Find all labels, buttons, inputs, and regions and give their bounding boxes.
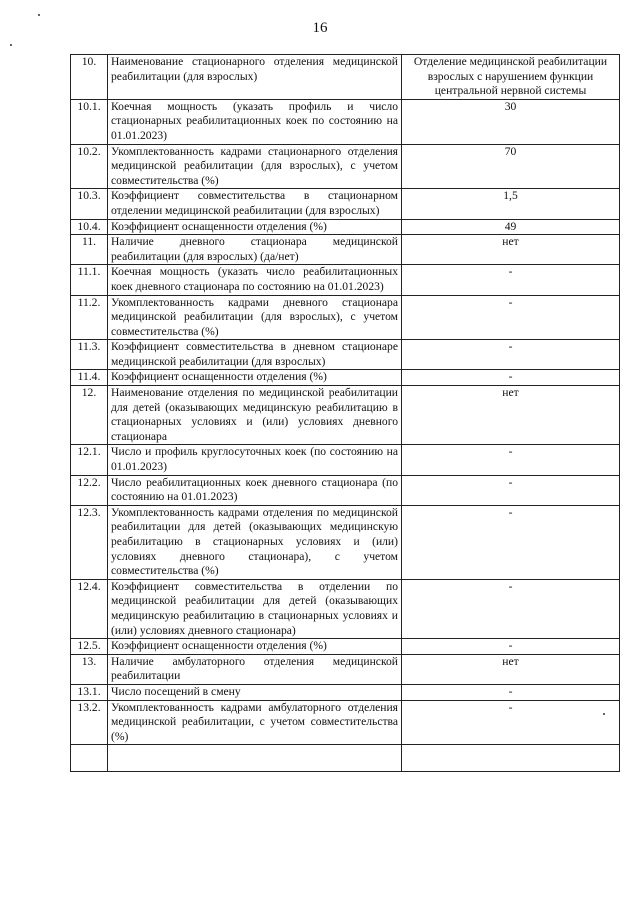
table-row [71, 639, 620, 655]
row-number-cell: 10.1. [71, 99, 108, 144]
row-value-cell: - [402, 445, 620, 475]
empty-cell [108, 745, 402, 772]
table-row [71, 445, 620, 475]
row-description-cell: Коечная мощность (указать число реабилитационных коек дневного стационара по состоянию на 01.01.2023) [108, 265, 402, 295]
row-number-cell: 11. [71, 235, 108, 265]
row-description-cell: Коечная мощность (указать профиль и число стационарных реабилитационных коек по состоянию на 01.01.2023) [108, 99, 402, 144]
row-value-cell: - [402, 265, 620, 295]
table-row-empty [71, 745, 620, 772]
row-number-cell: 10.4. [71, 219, 108, 235]
table-row [71, 55, 620, 100]
table-row [71, 684, 620, 700]
row-description-cell: Наименование отделения по медицинской реабилитации для детей (оказывающих медицинскую реабилитацию в стационарных условиях и (или) условиях дневного стационара [108, 386, 402, 445]
row-value-cell: - [402, 579, 620, 638]
row-description-cell: Коэффициент оснащенности отделения (%) [108, 370, 402, 386]
row-number-cell: 13. [71, 654, 108, 684]
row-number-cell: 10. [71, 55, 108, 100]
table-row [71, 144, 620, 189]
row-value-cell: - [402, 475, 620, 505]
row-description-cell: Наличие амбулаторного отделения медицинской реабилитации [108, 654, 402, 684]
row-description-cell: Число посещений в смену [108, 684, 402, 700]
row-number-cell: 12.5. [71, 639, 108, 655]
table-row [71, 654, 620, 684]
row-number-cell: 12.4. [71, 579, 108, 638]
table-row [71, 219, 620, 235]
table-row [71, 386, 620, 445]
row-description-cell: Коэффициент оснащенности отделения (%) [108, 219, 402, 235]
row-number-cell: 10.2. [71, 144, 108, 189]
table-row [71, 235, 620, 265]
scan-speck [10, 44, 12, 46]
table-row [71, 340, 620, 370]
row-description-cell: Наличие дневного стационара медицинской реабилитации (для взрослых) (да/нет) [108, 235, 402, 265]
row-description-cell: Коэффициент совместительства в отделении по медицинской реабилитации для детей (оказывающих медицинскую реабилитацию в стационарных условиях и (или) условиях дневного стационара) [108, 579, 402, 638]
row-description-cell: Наименование стационарного отделения медицинской реабилитации (для взрослых) [108, 55, 402, 100]
row-description-cell: Коэффициент совместительства в стационарном отделении медицинской реабилитации (для взрослых) [108, 189, 402, 219]
row-value-cell: - [402, 340, 620, 370]
table-row [71, 295, 620, 340]
table-row [71, 475, 620, 505]
table-row [71, 370, 620, 386]
row-number-cell: 13.1. [71, 684, 108, 700]
row-value-cell: - [402, 639, 620, 655]
row-description-cell: Укомплектованность кадрами отделения по медицинской реабилитации для детей (оказывающих медицинскую реабилитацию в стационарных условиях и (или) условиях дневного стационара), с учетом совместительства (%) [108, 505, 402, 579]
row-value-cell: - [402, 295, 620, 340]
table-row [71, 99, 620, 144]
table-row [71, 265, 620, 295]
table-row [71, 505, 620, 579]
row-number-cell: 10.3. [71, 189, 108, 219]
row-number-cell: 12. [71, 386, 108, 445]
row-number-cell: 12.3. [71, 505, 108, 579]
row-number-cell: 13.2. [71, 700, 108, 745]
row-number-cell: 11.4. [71, 370, 108, 386]
row-number-cell: 11.1. [71, 265, 108, 295]
row-number-cell: 11.3. [71, 340, 108, 370]
row-number-cell: 12.2. [71, 475, 108, 505]
row-description-cell: Укомплектованность кадрами амбулаторного отделения медицинской реабилитации, с учетом совместительства (%) [108, 700, 402, 745]
row-value-cell: 30 [402, 99, 620, 144]
row-value-cell: - [402, 370, 620, 386]
row-value-cell: Отделение медицинской реабилитации взрослых с нарушением функции центральной нервной системы [402, 55, 620, 100]
table-body [71, 55, 620, 772]
row-number-cell: 11.2. [71, 295, 108, 340]
row-description-cell: Коэффициент совместительства в дневном стационаре медицинской реабилитации (для взрослых) [108, 340, 402, 370]
table-row [71, 189, 620, 219]
row-value-cell: 1,5 [402, 189, 620, 219]
row-value-cell: - [402, 505, 620, 579]
row-value-cell: 49 [402, 219, 620, 235]
row-value-cell: - [402, 684, 620, 700]
row-description-cell: Укомплектованность кадрами стационарного отделения медицинской реабилитации (для взрослых), с учетом совместительства (%) [108, 144, 402, 189]
empty-cell [402, 745, 620, 772]
row-description-cell: Число реабилитационных коек дневного стационара (по состоянию на 01.01.2023) [108, 475, 402, 505]
row-description-cell: Число и профиль круглосуточных коек (по состоянию на 01.01.2023) [108, 445, 402, 475]
table-row [71, 700, 620, 745]
row-value-cell: нет [402, 386, 620, 445]
row-number-cell: 12.1. [71, 445, 108, 475]
row-value-cell: - [402, 700, 620, 745]
page-number: 16 [312, 20, 328, 36]
row-description-cell: Укомплектованность кадрами дневного стационара медицинской реабилитации (для взрослых), с учетом совместительства (%) [108, 295, 402, 340]
row-value-cell: 70 [402, 144, 620, 189]
empty-cell [71, 745, 108, 772]
table-row [71, 579, 620, 638]
row-description-cell: Коэффициент оснащенности отделения (%) [108, 639, 402, 655]
row-value-cell: нет [402, 654, 620, 684]
row-value-cell: нет [402, 235, 620, 265]
data-table [70, 54, 620, 772]
scan-speck [38, 14, 40, 16]
